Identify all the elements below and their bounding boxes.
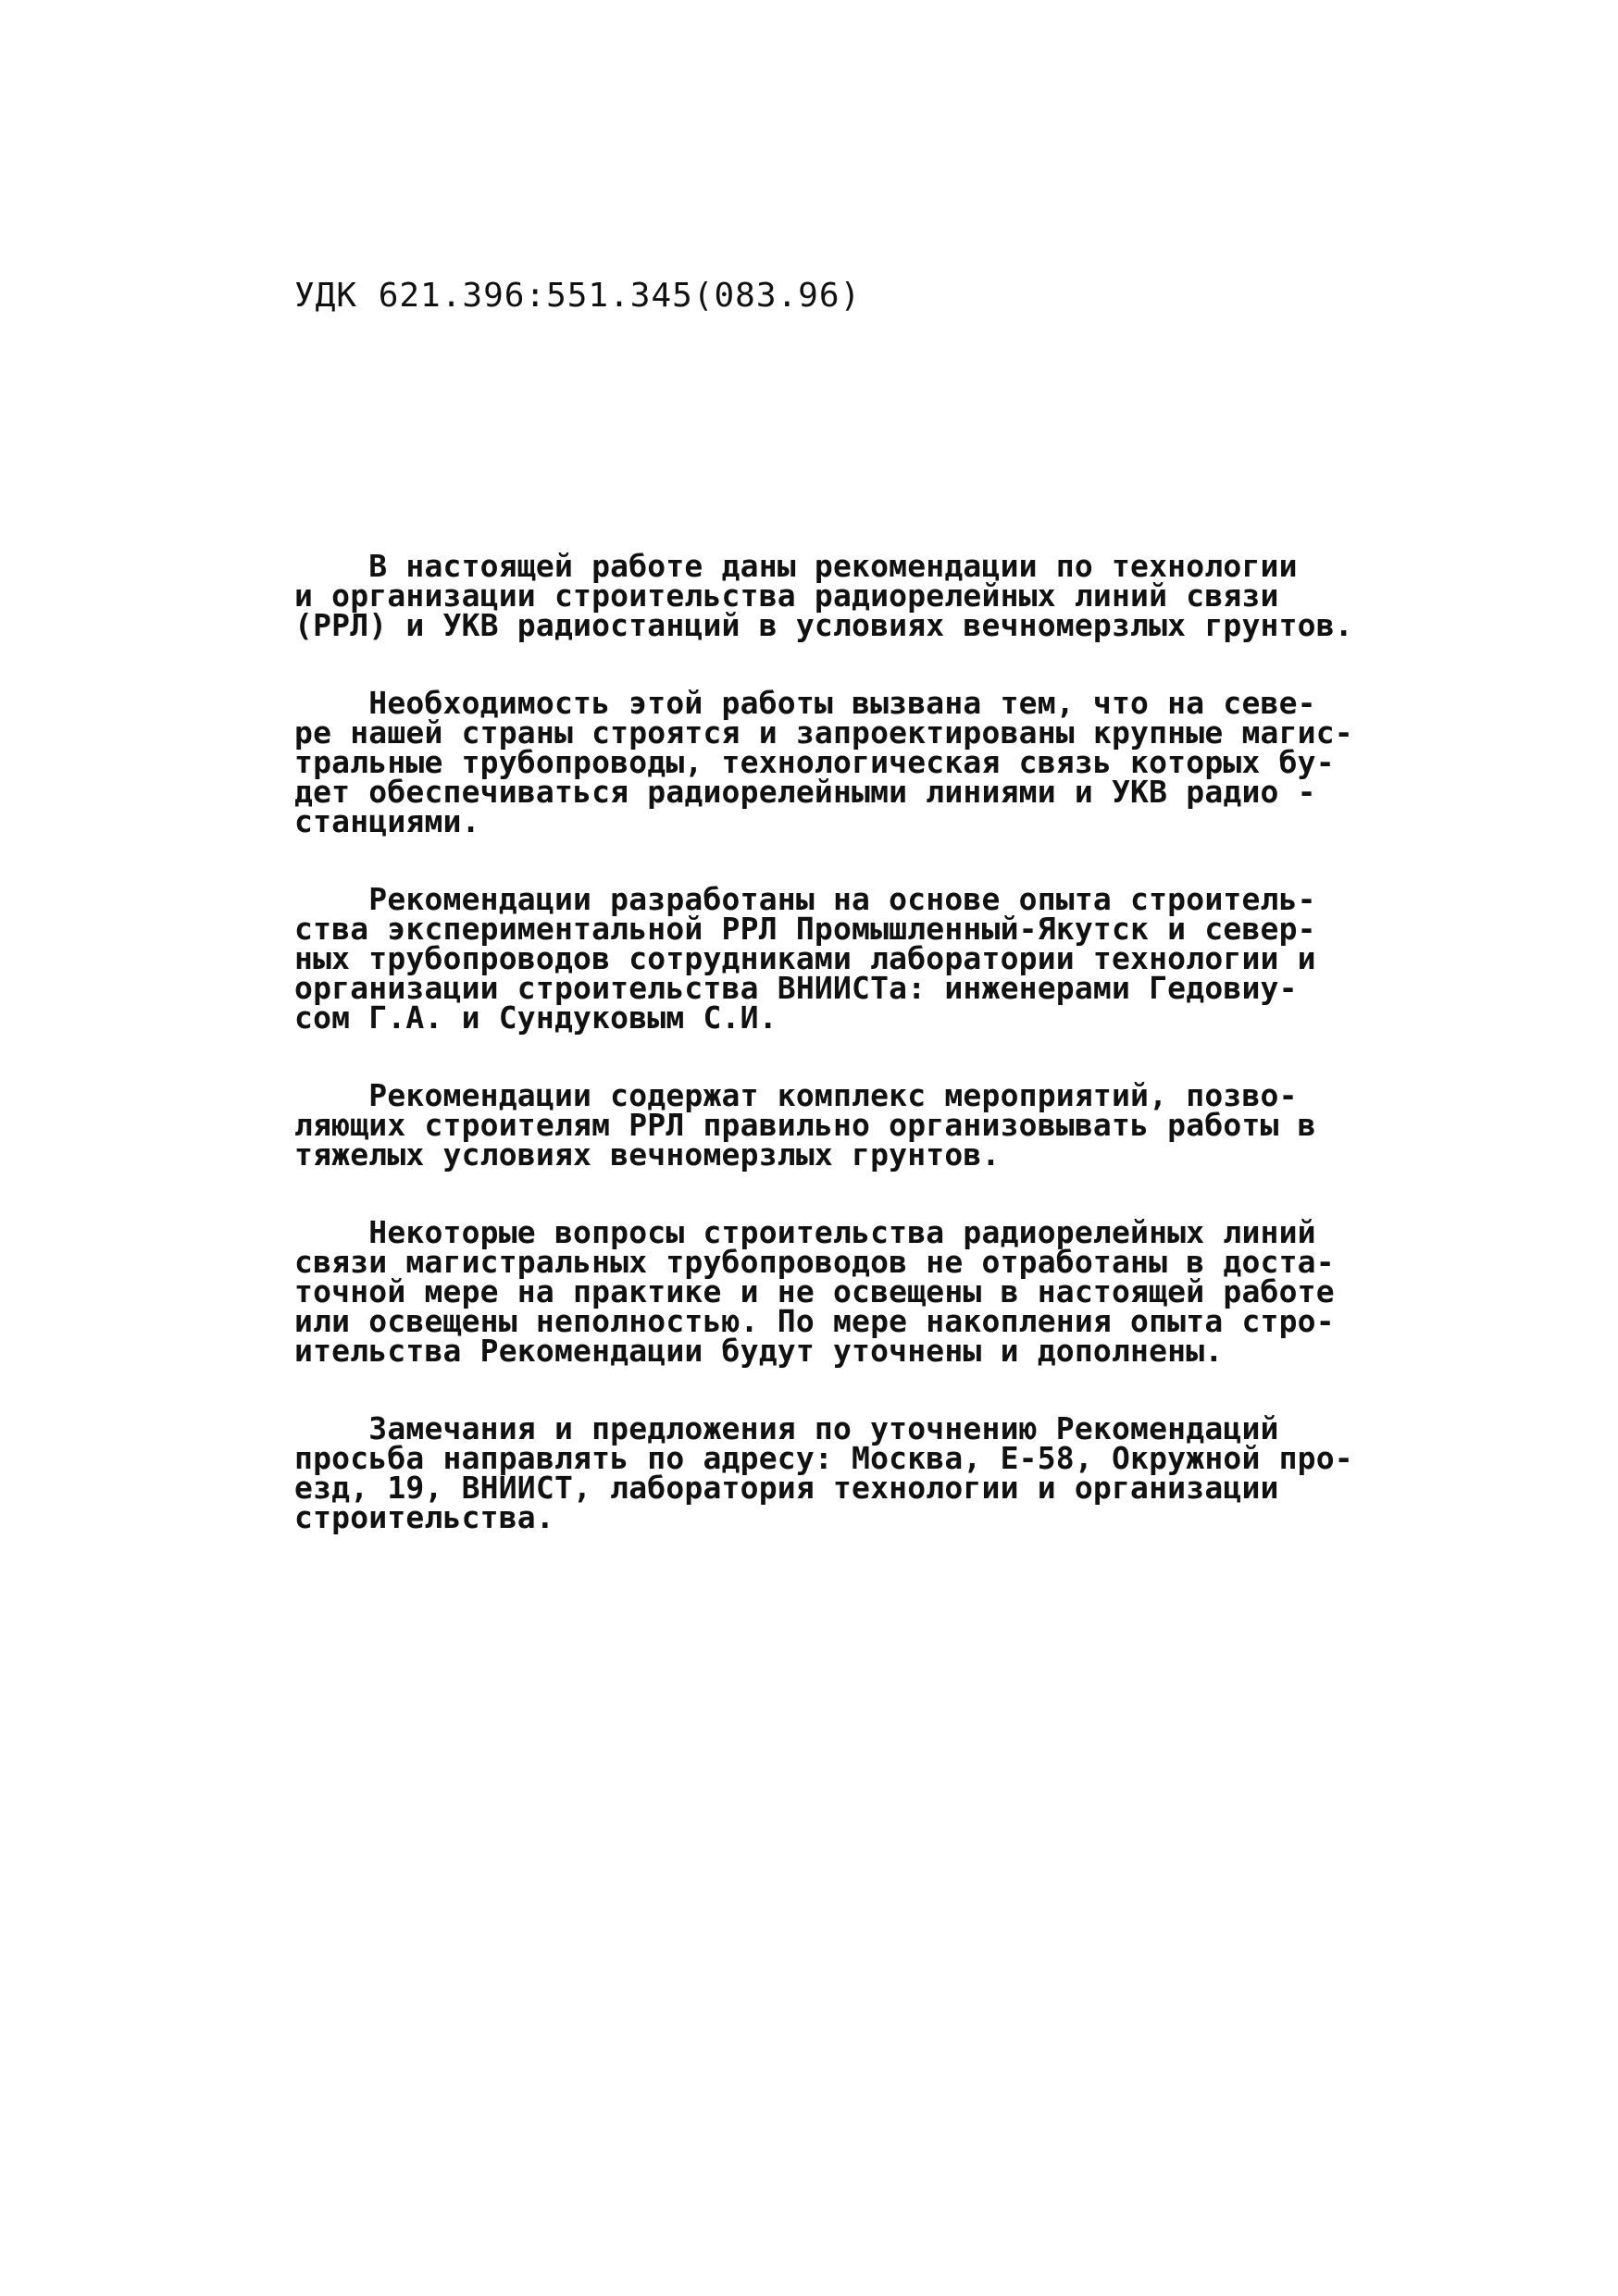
- body-text: [294, 548, 1368, 1581]
- paragraph-1: [294, 548, 1368, 643]
- paragraph-2: [294, 685, 1368, 839]
- text-line: Рекомендации разработаны на основе опыта строитель-: [294, 881, 1316, 917]
- text-line: Необходимость этой работы вызвана тем, что на севе-: [294, 685, 1316, 721]
- text-line: строительства.: [294, 1499, 554, 1535]
- udk-code: УДК 621.396:551.345(083.96): [294, 277, 862, 315]
- text-line: ительства Рекомендации будут уточнены и дополнены.: [294, 1333, 1224, 1369]
- text-line: связи магистральных трубопроводов не отработаны в доста-: [294, 1244, 1335, 1280]
- text-line: тяжелых условиях вечномерзлых грунтов.: [294, 1136, 1001, 1173]
- text-line: дет обеспечиваться радиорелейными линиями и УКВ радио -: [294, 774, 1316, 810]
- text-line: ляющих строителям РРЛ правильно организовывать работы в: [294, 1107, 1316, 1143]
- text-line: точной мере на практике и не освещены в настоящей работе: [294, 1273, 1335, 1309]
- text-line: тральные трубопроводы, технологическая связь которых бу-: [294, 744, 1335, 780]
- text-line: Некоторые вопросы строительства радиорелейных линий: [294, 1214, 1316, 1250]
- text-line: просьба направлять по адресу: Москва, Е-58, Окружной про-: [294, 1440, 1353, 1476]
- text-line: сом Г.А. и Сундуковым С.И.: [294, 999, 778, 1036]
- paragraph-4: [294, 1077, 1368, 1173]
- text-line: или освещены неполностью. По мере накопления опыта стро-: [294, 1303, 1335, 1339]
- text-line: и организации строительства радиорелейных линий связи: [294, 577, 1279, 614]
- paragraph-6: [294, 1410, 1368, 1535]
- text-line: (РРЛ) и УКВ радиостанций в условиях вечномерзлых грунтов.: [294, 607, 1353, 643]
- text-line: Рекомендации содержат комплекс мероприятий, позво-: [294, 1077, 1298, 1113]
- text-line: ства экспериментальной РРЛ Промышленный-Якутск и север-: [294, 911, 1316, 947]
- text-line: езд, 19, ВНИИСТ, лаборатория технологии и организации: [294, 1470, 1279, 1506]
- paragraph-5: [294, 1214, 1368, 1369]
- text-line: организации строительства ВНИИСТа: инженерами Гедовиу-: [294, 970, 1298, 1006]
- text-line: ных трубопроводов сотрудниками лаборатории технологии и: [294, 940, 1316, 976]
- text-line: ре нашей страны строятся и запроектированы крупные магис-: [294, 714, 1353, 751]
- text-line: станциями.: [294, 803, 480, 839]
- text-line: Замечания и предложения по уточнению Рекомендаций: [294, 1410, 1279, 1446]
- text-line: В настоящей работе даны рекомендации по технологии: [294, 548, 1298, 584]
- paragraph-3: [294, 881, 1368, 1036]
